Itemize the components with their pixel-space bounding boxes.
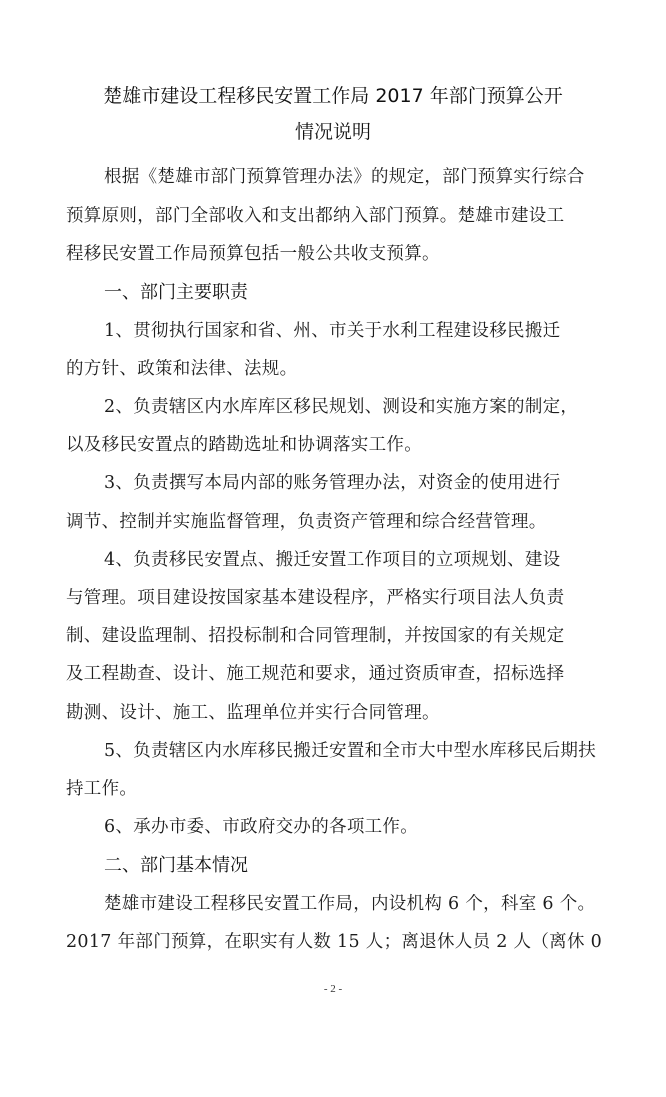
- duty-line-6: 调节、控制并实施监督管理，负责资产管理和综合经营管理。: [66, 512, 547, 532]
- duty-line-12: 5、负责辖区内水库移民搬迁安置和全市大中型水库移民后期扶: [104, 741, 597, 761]
- basic-info-line-1: 楚雄市建设工程移民安置工作局，内设机构 6 个，科室 6 个。: [104, 894, 596, 914]
- intro-line-1: 根据《楚雄市部门预算管理办法》的规定，部门预算实行综合: [104, 167, 585, 187]
- page-number: - 2 -: [323, 983, 343, 995]
- section-heading-basic-info: 二、部门基本情况: [104, 855, 248, 876]
- duty-line-11: 勘测、设计、施工、监理单位并实行合同管理。: [66, 703, 440, 723]
- duty-line-7: 4、负责移民安置点、搬迁安置工作项目的立项规划、建设: [104, 550, 561, 570]
- duty-line-5: 3、负责撰写本局内部的账务管理办法，对资金的使用进行: [104, 473, 561, 493]
- intro-line-3: 程移民安置工作局预算包括一般公共收支预算。: [66, 244, 440, 264]
- duty-line-8: 与管理。项目建设按国家基本建设程序，严格实行项目法人负责: [66, 588, 565, 608]
- basic-info-line-2: 2017 年部门预算，在职实有人数 15 人；离退休人员 2 人（离休 0: [66, 932, 603, 952]
- duty-line-10: 及工程勘查、设计、施工规范和要求，通过资质审查，招标选择: [66, 664, 565, 684]
- section-heading-duties: 一、部门主要职责: [104, 282, 248, 303]
- duty-line-2: 的方针、政策和法律、法规。: [66, 359, 298, 379]
- document-title-line1: 楚雄市建设工程移民安置工作局 2017 年部门预算公开: [103, 85, 563, 107]
- duty-line-3: 2、负责辖区内水库库区移民规划、测设和实施方案的制定，: [104, 397, 579, 417]
- document-title-line2: 情况说明: [294, 121, 371, 143]
- intro-line-2: 预算原则，部门全部收入和支出都纳入部门预算。楚雄市建设工: [66, 206, 565, 226]
- duty-line-9: 制、建设监理制、招投标制和合同管理制，并按国家的有关规定: [66, 626, 565, 646]
- duty-line-1: 1、贯彻执行国家和省、州、市关于水利工程建设移民搬迁: [104, 321, 561, 341]
- duty-line-13: 持工作。: [66, 779, 138, 799]
- duty-line-4: 以及移民安置点的踏勘选址和协调落实工作。: [66, 435, 422, 455]
- duty-line-14: 6、承办市委、市政府交办的各项工作。: [104, 817, 419, 837]
